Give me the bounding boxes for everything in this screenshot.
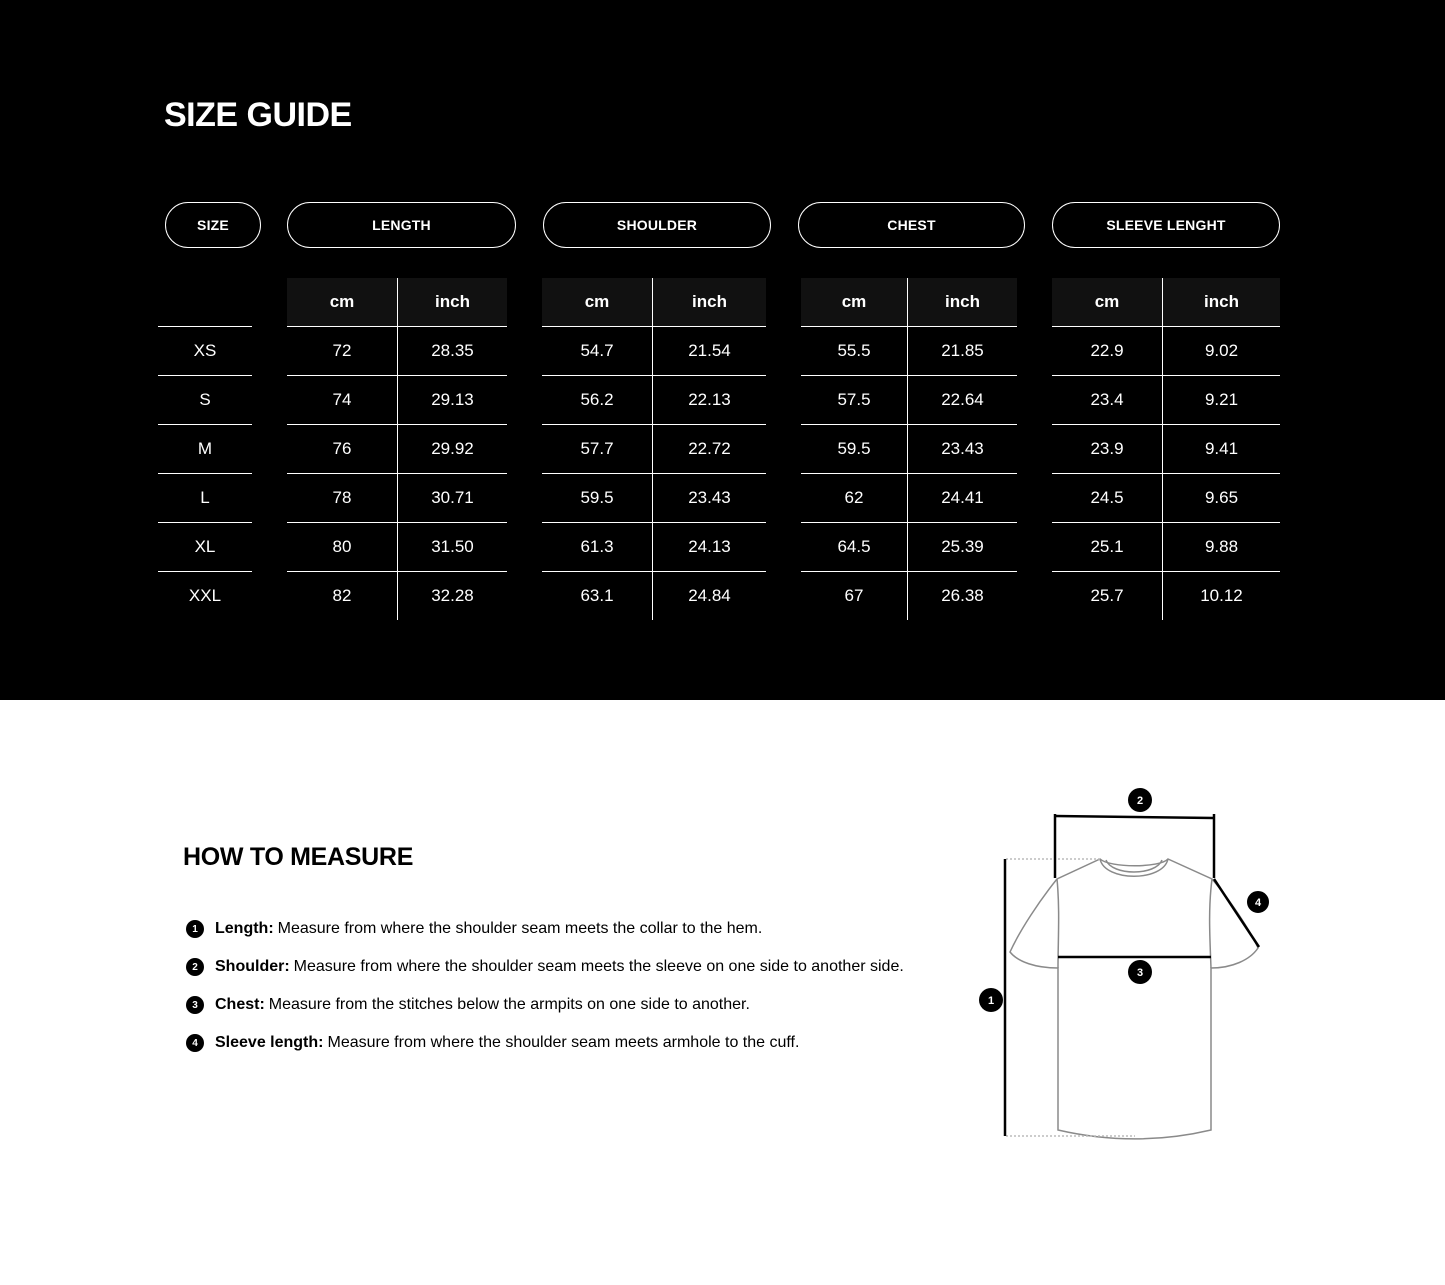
unit-inch: inch <box>692 292 727 311</box>
chest-cm-cell: 67 <box>801 572 908 620</box>
sleeve-cm-cell: 25.7 <box>1052 572 1163 620</box>
number-badge: 4 <box>186 1034 204 1052</box>
table-row <box>287 375 507 424</box>
shoulder-cm-cell: 59.5 <box>542 474 653 522</box>
size-cell: M <box>197 439 213 458</box>
list-item <box>186 910 904 948</box>
how-to-title: HOW TO MEASURE <box>183 843 414 871</box>
table-row <box>1052 522 1280 571</box>
chest-inch-cell: 22.64 <box>941 390 984 409</box>
table-row <box>158 522 252 571</box>
shoulder-cm-cell: 63.1 <box>542 572 653 620</box>
size-cell: S <box>199 390 211 409</box>
table-row <box>1052 424 1280 473</box>
chest-inch-cell: 23.43 <box>941 439 984 458</box>
unit-cm: cm <box>542 278 653 326</box>
length-inch-cell: 28.35 <box>431 341 474 360</box>
table-row <box>158 571 252 620</box>
unit-cm: cm <box>287 278 398 326</box>
sleeve-cm-cell: 25.1 <box>1052 523 1163 571</box>
table-row <box>542 473 766 522</box>
length-units <box>287 278 507 326</box>
number-badge: 1 <box>186 920 204 938</box>
length-inch-cell: 30.71 <box>431 488 474 507</box>
left-armhole <box>1057 879 1059 968</box>
table-row <box>158 424 252 473</box>
item-text: Measure from where the shoulder seam meets the collar to the hem. <box>277 920 763 937</box>
table-row <box>158 326 252 375</box>
item-text: Measure from where the shoulder seam meets armhole to the cuff. <box>327 1034 800 1051</box>
table-row <box>542 571 766 620</box>
table-row <box>801 375 1017 424</box>
table-row <box>287 571 507 620</box>
sleeve-cm-cell: 23.4 <box>1052 376 1163 424</box>
item-text: Measure from where the shoulder seam meets the sleeve on one side to another side. <box>293 958 904 975</box>
chest-column <box>801 326 1017 620</box>
measure-list <box>186 910 904 1062</box>
chest-units <box>801 278 1017 326</box>
size-cell: XXL <box>188 586 222 605</box>
length-header: LENGTH <box>287 202 516 248</box>
table-row <box>542 326 766 375</box>
length-inch-cell: 31.50 <box>431 537 474 556</box>
chest-inch-cell: 26.38 <box>941 586 984 605</box>
table-row <box>801 571 1017 620</box>
item-label: Sleeve length: <box>215 1034 324 1051</box>
shoulder-cm-cell: 57.7 <box>542 425 653 473</box>
shoulder-inch-cell: 24.13 <box>688 537 731 556</box>
list-item <box>186 948 904 986</box>
chest-inch-cell: 24.41 <box>941 488 984 507</box>
table-row <box>287 473 507 522</box>
list-item <box>186 986 904 1024</box>
sleeve-inch-cell: 9.02 <box>1204 341 1239 360</box>
chest-inch-cell: 25.39 <box>941 537 984 556</box>
shoulder-header: SHOULDER <box>543 202 771 248</box>
number-badge: 3 <box>186 996 204 1014</box>
unit-inch: inch <box>1204 292 1239 311</box>
marker-3 <box>1128 960 1152 984</box>
marker-label: 2 <box>1136 795 1144 807</box>
collar-outer <box>1100 859 1168 876</box>
length-cm-cell: 80 <box>287 523 398 571</box>
shoulder-column <box>542 326 766 620</box>
length-cm-cell: 76 <box>287 425 398 473</box>
marker-label: 4 <box>1254 897 1262 909</box>
sleeve-inch-cell: 9.21 <box>1204 390 1239 409</box>
size-cell: L <box>200 488 210 507</box>
sleeve-inch-cell: 10.12 <box>1200 586 1243 605</box>
shoulder-inch-cell: 22.13 <box>688 390 731 409</box>
shirt-outline <box>1010 859 1258 1139</box>
chest-inch-cell: 21.85 <box>941 341 984 360</box>
length-inch-cell: 32.28 <box>431 586 474 605</box>
shoulder-cm-cell: 54.7 <box>542 327 653 375</box>
list-item <box>186 1024 904 1062</box>
table-row <box>542 424 766 473</box>
unit-inch: inch <box>435 292 470 311</box>
shoulder-units <box>542 278 766 326</box>
tshirt-diagram <box>970 780 1280 1160</box>
length-inch-cell: 29.92 <box>431 439 474 458</box>
chest-cm-cell: 55.5 <box>801 327 908 375</box>
shoulder-inch-cell: 22.72 <box>688 439 731 458</box>
shoulder-inch-cell: 21.54 <box>688 341 731 360</box>
table-row <box>287 424 507 473</box>
chest-cm-cell: 57.5 <box>801 376 908 424</box>
number-badge: 2 <box>186 958 204 976</box>
unit-inch: inch <box>945 292 980 311</box>
sleeve-units <box>1052 278 1280 326</box>
sleeve-column <box>1052 326 1280 620</box>
table-row <box>158 375 252 424</box>
chest-header: CHEST <box>798 202 1025 248</box>
shoulder-inch-cell: 23.43 <box>688 488 731 507</box>
sleeve-cm-cell: 22.9 <box>1052 327 1163 375</box>
length-column <box>287 326 507 620</box>
unit-cm: cm <box>801 278 908 326</box>
marker-2 <box>1128 788 1152 812</box>
item-label: Chest: <box>215 996 265 1013</box>
marker-4 <box>1246 890 1270 914</box>
sleeve-cm-cell: 23.9 <box>1052 425 1163 473</box>
length-cm-cell: 82 <box>287 572 398 620</box>
shoulder-cm-cell: 61.3 <box>542 523 653 571</box>
unit-cm: cm <box>1052 278 1163 326</box>
table-row <box>1052 473 1280 522</box>
page-title: SIZE GUIDE <box>164 96 352 134</box>
shoulder-line <box>1055 816 1214 818</box>
table-row <box>1052 571 1280 620</box>
marker-label: 3 <box>1136 967 1144 979</box>
table-row <box>1052 375 1280 424</box>
table-row <box>158 473 252 522</box>
shoulder-inch-cell: 24.84 <box>688 586 731 605</box>
chest-cm-cell: 64.5 <box>801 523 908 571</box>
table-row <box>287 326 507 375</box>
length-cm-cell: 72 <box>287 327 398 375</box>
size-column <box>158 326 252 620</box>
chest-cm-cell: 62 <box>801 474 908 522</box>
table-row <box>801 424 1017 473</box>
sleeve-inch-cell: 9.88 <box>1204 537 1239 556</box>
right-armhole <box>1210 879 1212 968</box>
table-row <box>542 522 766 571</box>
size-cell: XL <box>194 537 216 556</box>
shoulder-cm-cell: 56.2 <box>542 376 653 424</box>
table-row <box>801 326 1017 375</box>
item-label: Shoulder: <box>215 958 290 975</box>
table-row <box>542 375 766 424</box>
sleeve-inch-cell: 9.41 <box>1204 439 1239 458</box>
length-cm-cell: 78 <box>287 474 398 522</box>
chest-cm-cell: 59.5 <box>801 425 908 473</box>
length-cm-cell: 74 <box>287 376 398 424</box>
table-row <box>801 473 1017 522</box>
table-row <box>1052 326 1280 375</box>
marker-label: 1 <box>987 995 995 1007</box>
sleeve-inch-cell: 9.65 <box>1204 488 1239 507</box>
length-inch-cell: 29.13 <box>431 390 474 409</box>
marker-1 <box>979 988 1003 1012</box>
table-row <box>287 522 507 571</box>
item-text: Measure from the stitches below the armpits on one side to another. <box>268 996 750 1013</box>
item-label: Length: <box>215 920 274 937</box>
table-row <box>801 522 1017 571</box>
sleeve-header: SLEEVE LENGHT <box>1052 202 1280 248</box>
size-cell: XS <box>193 341 217 360</box>
sleeve-cm-cell: 24.5 <box>1052 474 1163 522</box>
size-header: SIZE <box>165 202 261 248</box>
